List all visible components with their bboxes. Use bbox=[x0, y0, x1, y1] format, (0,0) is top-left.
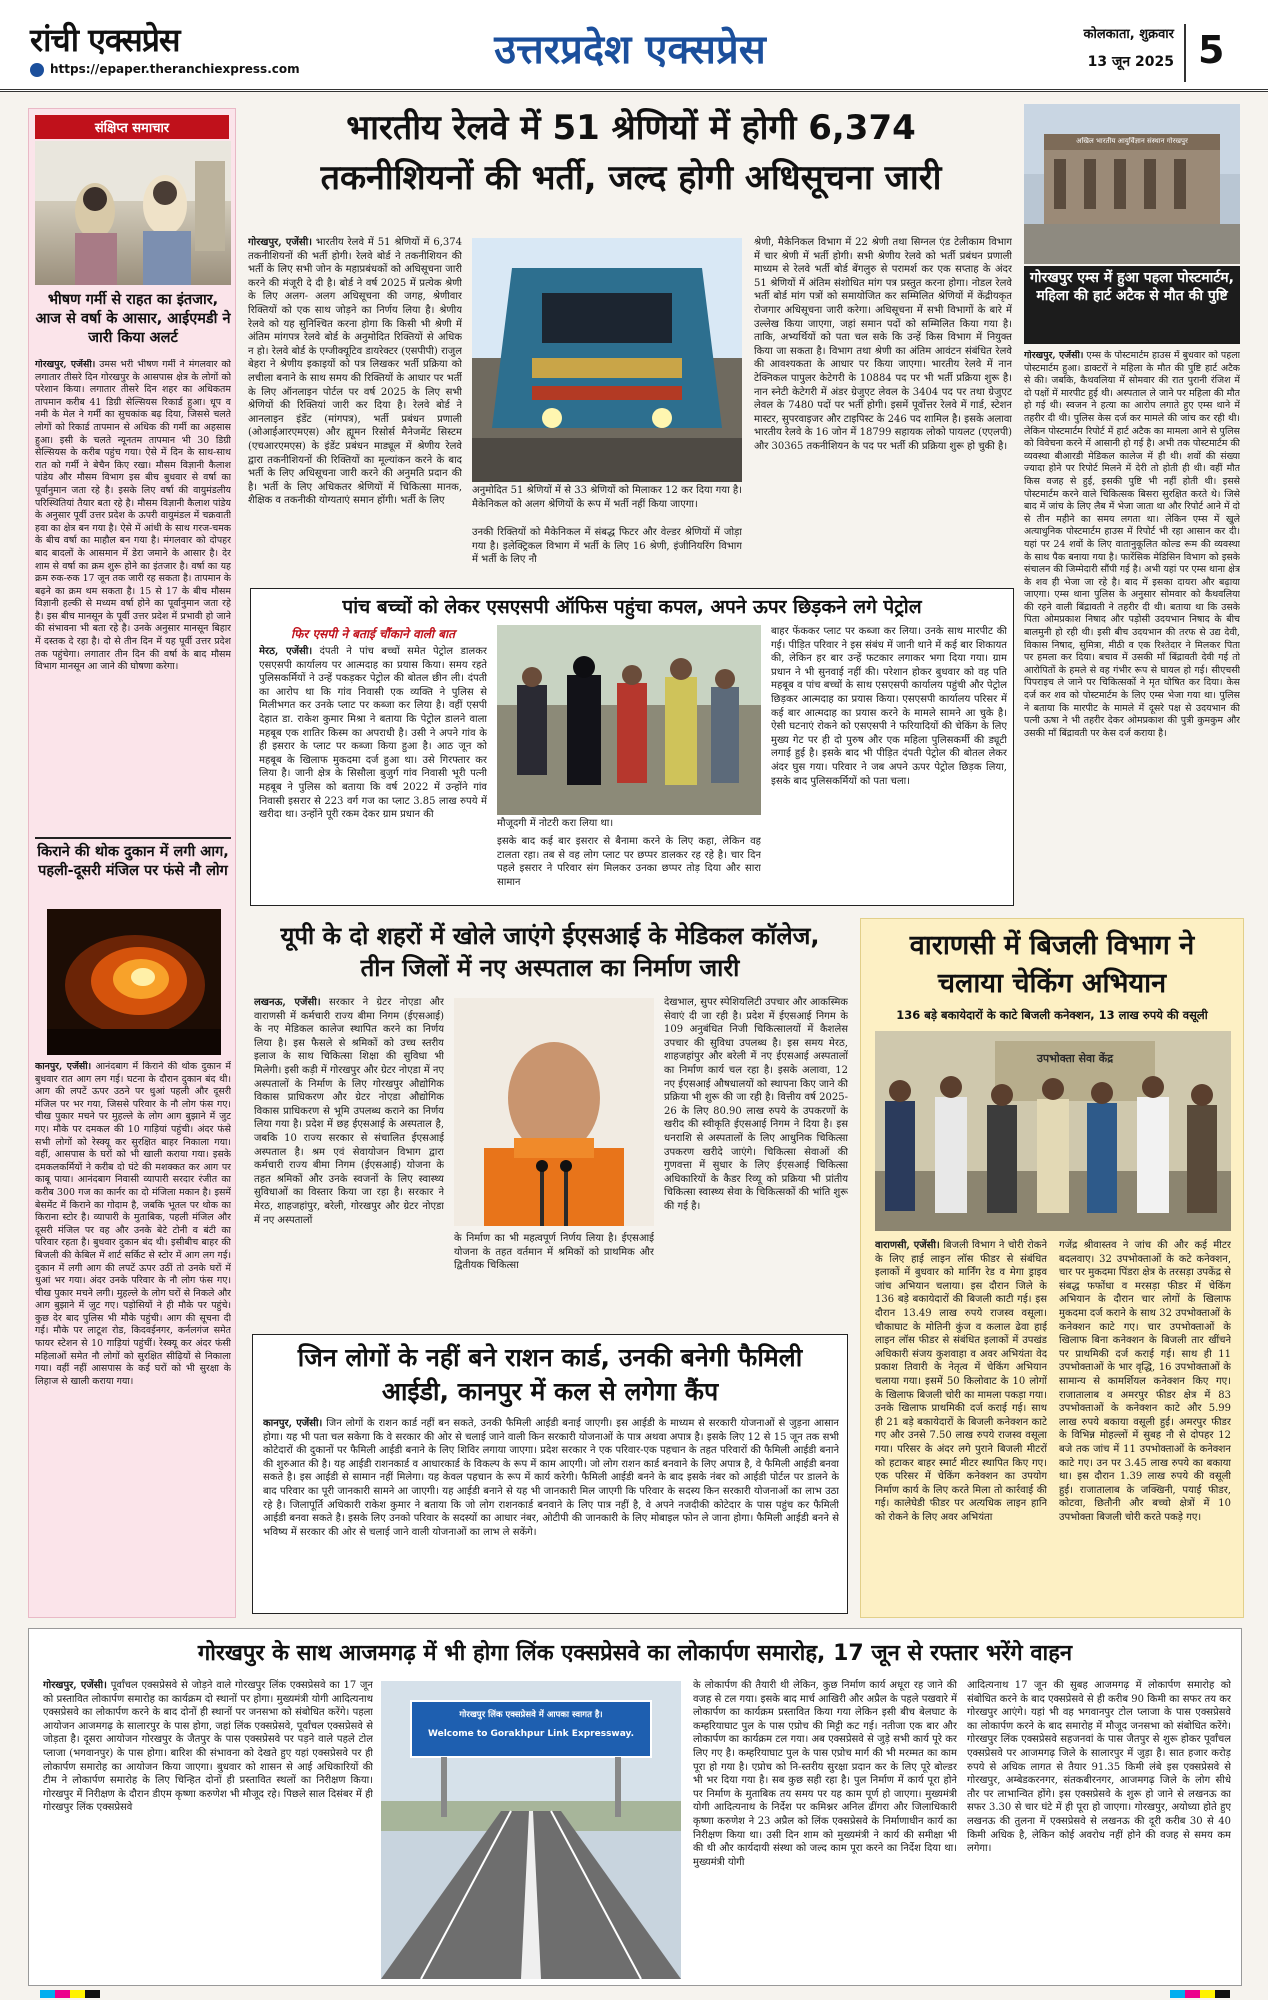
lead-col2-lower: उनकी रिक्तियों को मैकेनिकल में संबद्ध फिटर और वेल्डर श्रेणियों में जोड़ा गया है। इलेक्ट्रिकल विभाग में भर्ती के लिए 16 श्रेणी, इंजीनियरिंग विभाग में भर्ती के लिए नौ bbox=[472, 527, 742, 566]
train-photo bbox=[472, 238, 742, 482]
expressway-photo bbox=[381, 1681, 681, 1979]
epaper-url[interactable]: https://epaper.theranchiexpress.com bbox=[50, 62, 300, 76]
expressway-headline: गोरखपुर के साथ आजमगढ़ में भी होगा लिंक एक्सप्रेसवे का लोकार्पण समारोह, 17 जून से रफ्तार भरेंगे वाहन bbox=[197, 1641, 1073, 1666]
expressway-col3: आदित्यनाथ 17 जून की सुबह आजमगढ़ में लोकार्पण समारोह को संबोधित करने के बाद एक्सप्रेसवे से ही करीब 90 किमी का सफर तय कर गोरखपुर आएंगे। यहां भी वह भगवानपुर टोल प्लाजा के पास एक्सप्रेसवे का लोकार्पण करने के बाद समारोह में मौजूद जनसभा को संबोधित करेंगे। गोरखपुर लिंक एक्सप्रेसवे सहजनवां के पास जैतपुर से शुरू होकर पूर्वांचल एक्सप्रेसवे पर आजमगढ़ जिले के सालारपुर में जुड़ा है। सात हजार करोड़ रुपये से अधिक लागत से तैयार 91.35 किमी लंबे इस एक्सप्रेसवे से गोरखपुर, अम्बेडकरनगर, संतकबीरनगर, आजमगढ़ जिले के लोग सीधे तौर पर लाभान्वित होंगे। इस एक्सप्रेसवे के शुरू हो जाने से लखनऊ का सफर 3.30 से चार घंटे में ही पूरा हो जाएगा। गोरखपुर, अयोध्या होते हुए लखनऊ की तुलना में एक्सप्रेसवे से लखनऊ की दूरी करीब 30 से 40 किमी अधिक है, लेकिन कोई अवरोध नहीं होने की वजह से समय कम लगेगा। bbox=[967, 1680, 1231, 1855]
esic-byline: लखनऊ, एजेंसी। bbox=[254, 997, 321, 1008]
cm-photo bbox=[454, 998, 654, 1226]
aiims-story bbox=[1024, 104, 1240, 912]
aiims-sign: अखिल भारतीय आयुर्विज्ञान संस्थान गोरखपुर bbox=[1076, 137, 1188, 145]
expressway-story bbox=[28, 1628, 1242, 1986]
varanasi-col2: गजेंद्र श्रीवास्तव ने जांच की और कई मीटर बदलवाए। 32 उपभोक्ताओं के कटे कनेक्शन, चार पर मुकदमा पिंडरा क्षेत्र के तरसड़ा उपकेंद्र से संबद्ध फफोंधा व मरसड़ा फीडर में चेकिंग अभियान के दौरान चार लोगों के खिलाफ मुकदमा दर्ज कराने के साथ 32 उपभोक्ताओं के कनेक्शन काटे गए। चार उपभोक्ताओं के खिलाफ बिना कनेक्शन के बिजली तार खींचने पर प्राथमिकी दर्ज कराई गई। साथ ही 11 उपभोक्ताओं के भार वृद्धि, 16 उपभोक्ताओं के सामान्य से कामर्शियल कनेक्शन किए गए। राजातालाब व अमरपुर फीडर क्षेत्र में 83 उपभोक्ताओं के कनेक्शन काटे और 5.99 लाख रुपये बकाया वसूली हुई। अमरपुर फीडर के विभिन्न मोहल्लों में सुबह नौ से दोपहर 12 बजे तक जांच में 11 उपभोक्ताओं के कनेक्शन काटे गए। उन पर 3.45 लाख रुपये का बकाया था। इस दौरान 1.39 लाख रुपये की वसूली हुई। राजातालाब के जक्खिनी, पयाई फीडर, कोटवा, छितौनी और बच्चो क्षेत्रों में 10 उपभोक्ता बिजली चोरी करते पकड़े गए। bbox=[1059, 1240, 1231, 1523]
esic-col1 bbox=[254, 996, 444, 1322]
petrol-col1 bbox=[259, 645, 487, 901]
aiims-body bbox=[1024, 350, 1240, 910]
esic-col2-lower: के निर्माण का भी महत्वपूर्ण निर्णय लिया है। ईएसआई योजना के तहत वर्तमान में श्रमिकों को प्राथमिक और द्वितीयक चिकित्सा bbox=[454, 1233, 654, 1272]
sidebar-story2-body bbox=[35, 1061, 231, 1611]
train-caption: अनुमोदित 51 श्रेणियों में से 33 श्रेणियों को मिलाकर 12 कर दिया गया है। मैकेनिकल को अलग श्रेणियों के रूप में भर्ती नहीं किया जाएगा। bbox=[472, 485, 742, 510]
sidebar-story2-byline: कानपुर, एजेंसी। bbox=[35, 1061, 92, 1072]
petrol-headline: पांच बच्चों को लेकर एसएसपी ऑफिस पहुंचा कपल, अपने ऊपर छिड़कने लगे पेट्रोल bbox=[342, 596, 922, 618]
varanasi-headline: वाराणसी में बिजली विभाग ने चलाया चेकिंग अभियान bbox=[909, 930, 1195, 999]
lead-headline-2: तकनीशियनों की भर्ती, जल्द होगी अधिसूचना जारी bbox=[320, 158, 942, 198]
aiims-headline-box bbox=[1024, 266, 1240, 344]
expressway-byline: गोरखपुर, एजेंसी। bbox=[43, 1680, 107, 1691]
esic-headline: यूपी के दो शहरों में खोले जाएंगे ईएसआई के मेडिकल कॉलेज, तीन जिलों में नए अस्पताल का निर्माण जारी bbox=[280, 922, 820, 982]
dateline-box bbox=[1058, 24, 1186, 82]
lead-story bbox=[248, 100, 1014, 580]
varanasi-subhead: 136 बड़े बकायेदारों के काटे बिजली कनेक्शन, 13 लाख रुपये की वसूली bbox=[896, 1008, 1208, 1022]
aiims-photo bbox=[1024, 104, 1240, 264]
petrol-photo bbox=[497, 625, 761, 815]
web-icon bbox=[30, 63, 44, 77]
aiims-headline: गोरखपुर एम्स में हुआ पहला पोस्टमार्टम, महिला की हार्ट अटैक से मौत की पुष्टि bbox=[1030, 270, 1234, 304]
lead-byline: गोरखपुर, एजेंसी। bbox=[248, 237, 313, 248]
varanasi-story bbox=[860, 918, 1244, 1618]
sidebar-story2-headline: किराने की थोक दुकान में लगी आग, पहली-दूसरी मंजिल पर फंसे नौ लोग bbox=[37, 844, 229, 879]
color-bar-right bbox=[1170, 1990, 1230, 1998]
expressway-sign-line2: Welcome to Gorakhpur Link Expressway. bbox=[427, 1729, 634, 1739]
expressway-col2: के लोकार्पण की तैयारी थी लेकिन, कुछ निर्माण कार्य अधूरा रह जाने की वजह से टल गया। इसके बाद मार्च आखिरी और अप्रैल के पहले पखवारे में लोकार्पण का कार्यक्रम प्रस्तावित किया गया लेकिन इसी बीच बेलघाट के कम्हरियाघाट पुल के पास एप्रोच की मिट्टी कट गई। नतीजा एक बार और लोकार्पण का कार्यक्रम टल गया। अब एक्सप्रेसवे से जुड़े सभी कार्य पूरे कर लिए गए है। कम्हरियाघाट पुल के पास एप्रोच मार्ग की भी मरम्मत का काम पूरा हो गया है। एप्रोच को नि-स्तरीय सुरक्षा प्रदान कर के लिए पूरे बोल्डर भी भर दिया गया है। सब कुछ सही रहा है। पुल निर्माण में कार्य पूरा होने पर निर्माण के मुताबिक तय समय पर यह काम पूर्ण हो जाएगा। मुख्यमंत्री योगी आदित्यनाथ के निर्देश पर कमिश्नर अनिल ढींगरा और जिलाधिकारी कृष्णा करुणेश ने 23 अप्रैल को लिंक एक्सप्रेसवे के निर्माणाधीन कार्य का निरीक्षण किया था। उसी दिन शाम को मुख्यमंत्री ने कार्य की समीक्षा भी की थी और कार्यदायी संस्था को जल्द काम पूरा करने का निर्देश दिया था। मुख्यमंत्री योगी bbox=[693, 1680, 957, 1868]
petrol-byline: मेरठ, एजेंसी। bbox=[259, 646, 313, 657]
lead-col3: श्रेणी, मैकेनिकल विभाग में 22 श्रेणी तथा सिग्नल एंड टेलीकाम विभाग में चार श्रेणी में भर्ती होगी। सभी श्रेणीय रेलवे को भर्ती प्रबंधन प्रणाली माध्यम से रेलवे भर्ती बोर्ड बेंगलुरु से परामर्श कर एक सप्ताह के अंदर 51 श्रेणियों में अंतिम संशोधित मांग पत्र प्रस्तुत करना होगा। नोडल रेलवे भर्ती बोर्ड मांग पत्रों को समायोजित कर सम्मिलित श्रेणियों में केंद्रीयकृत रोजगार अधिसूचना जारी करेगा। अधिसूचना में सभी विभागों के बारे में उल्लेख किया जाएगा, जहां समान पदों को सम्मिलित किया गया है। ताकि, अभ्यर्थियों को पता चल सके कि उन्हें किस विभाग में नियुक्त किया जा सकता है। विभाग तथा श्रेणी का अंतिम आवंटन संबंधित रेलवे की आवश्यकता के आधार पर किया जाएगा। भारतीय रेलवे में नान टेक्निकल पापुलर केटेगरी के 10884 पद पर भी भर्ती प्रक्रिया शुरू है। नान स्नेटी केटेगरी में अंडर ग्रेजुएट लेवल के 3404 पद पर तथा ग्रेजुएट लेवल के 7480 पदों पर भर्ती होगी। इसमें पूर्वोत्तर रेलवे में गार्ड, स्टेशन मास्टर, सुपरवाइजर और टाइपिस्ट के 246 पद शामिल है। इसके अलावा भारतीय रेलवे के 16 जोन में 18799 सहायक लोको पायलट (एएलपी) और 30365 तकनीशियन के पद पर भर्ती की प्रक्रिया शुरू हो चुकी है। bbox=[754, 237, 1012, 452]
petrol-caption: मौजूदगी में नोटरी करा लिया था। bbox=[497, 818, 614, 829]
varanasi-photo-sign: उपभोक्ता सेवा केंद्र bbox=[1036, 1052, 1114, 1065]
ration-byline: कानपुर, एजेंसी। bbox=[263, 1418, 323, 1429]
ration-story bbox=[252, 1334, 848, 1614]
aiims-byline: गोरखपुर, एजेंसी। bbox=[1024, 350, 1084, 361]
ration-body bbox=[263, 1417, 839, 1607]
sidebar-tag: संक्षिप्त समाचार bbox=[35, 115, 229, 139]
petrol-story bbox=[250, 588, 1014, 906]
ration-text: जिन लोगों के राशन कार्ड नहीं बन सकते, उनकी फैमिली आईडी बनाई जाएगी। इस आईडी के माध्यम से सरकारी योजनाओं से जुड़ना आसान होगा। यह भी पता चल सकेगा कि वे सरकार की ओर से चलाई जाने वाली किन सरकारी योजनाओं के पात्र अथवा अपात्र है। इसके लिए 12 से 15 जून तक सभी कोटेदारों की दुकानों पर फैमिली आईडी बनाने के लिए शिविर लगाया जाएगा। प्रदेश सरकार ने एक परिवार-एक पहचान के तहत परिवारों की फैमिली आईडी बनाने की शुरुआत की है। यह आईडी राशनकार्ड व आधारकार्ड के विकल्प के रूप में काम आएगी। जो लोग राशन कार्ड बनवाने के लिए अपात्र है, वे फैमिली आईडी बनवा सकते है। इस आईडी से सामान नहीं मिलेगा। यह केवल पहचान के रूप में कार्य करेगी। फैमिली आईडी बनने के बाद इसके नंबर को आईडी पोर्टल पर डालने के बाद परिवार का पूरी जानकारी सामने आ जाएगी। यह आईडी बनाने से यह भी जानकारी मिल जाएगी कि परिवार के सदस्य किन सरकारी योजनाओं का लाभ उठा रहे है। जिलापूर्ति अधिकारी राकेश कुमार ने बताया कि जो लोग राशनकार्ड बनवाने के लिए पात्र नहीं है, वे अपने नजदीकी कोटेदार के पास पहुंच कर फैमिली आईडी बनवा सकते है। इसके लिए उनको परिवार के सदस्यों का आधार नंबर, ओटीपी की जानकारी के लिए मोबाइल फोन ले जाना होगा। फैमिली आईडी बनने से भविष्य में सरकार की ओर से चलाई जाने वाली योजनाओं का लाभ ले सकेंगे। bbox=[263, 1418, 839, 1538]
sidebar-story1-headline: भीषण गर्मी से राहत का इंतजार, आज से वर्षा के आसार, आईएमडी ने जारी किया अलर्ट bbox=[35, 292, 231, 346]
sidebar-story1-text: उमस भरी भीषण गर्मी ने मंगलवार को लगातार तीसरे दिन गोरखपुर के आसपास क्षेत्र के लोगों को परेशान किया। लगातार तीसरे दिन शहर का अधिकतम तापमान करीब 41 डिग्री सेल्सियस रिकार्ड हुआ। धूप व नमी के मेल ने गर्मी का सुचकांक बढ़ दिया, जिससे चलते लोगों को रिकार्ड तापमान से अधिक की गर्मी का अहसास हुआ। इसी के चलते न्यूनतम तापमान भी 30 डिग्री सेल्सियस के करीब पहुंच गया। ऐसे में दिन के साथ-साथ रात को गर्मी ने बेचैन किए रखा। मौसम विज्ञानी कैलाश पांडेय और मौसम विभाग इस बीच बुधवार से वर्षा का पूर्वानुमान जता रहे है। इसके लिए वर्षा की वायुमंडलीय परिस्थितियां तैयार बता रहे है। मौसम विज्ञानी कैलाश पांडेय के अनुसार पूर्वी उत्तर प्रदेश के ऊपरी वायुमंडल में चक्रवाती हवा का क्षेत्र बन गया है। ऐसे में आंधी के साथ गरज-चमक के बीच वर्षा का माहौल बन गया है। मंगलवार को दोपहर बाद बादलों के आसमान में डेरा जमाने के आसार है। देर शाम से वर्षा का क्रम शुरू होने का इंतजार है। वर्षा का यह क्रम रुक-रुक 17 जून तक जारी रह सकता है। तापमान के बढ़ने का क्रम थम सकता है। 15 से 17 के बीच मौसम विज्ञानी हल्की से मध्यम वर्षा होने का पूर्वानुमान जता रहे है। इस बीच मानसून के पूर्वी उत्तर प्रदेश में प्रभावी हो जाने की संभावना भी बता रहे है। उनके अनुसार मानसून बिहार में दस्तक दे रहा है। दो से तीन दिन में यह पूर्वी उत्तर प्रदेश तक पहुंचेगा। लगातार तीन दिन की वर्षा के बाद मौसम विभाग मानसून आ जाने की घोषणा करेगा। bbox=[35, 359, 231, 673]
varanasi-col1 bbox=[875, 1239, 1047, 1613]
expressway-col1 bbox=[43, 1679, 373, 1979]
paper-name: रांची एक्सप्रेस bbox=[30, 21, 180, 59]
petrol-col2-lower: इसके बाद कई बार इसरार से बैनामा करने के लिए कहा, लेकिन वह टालता रहा। तब से वह लोग प्लाट पर छप्पर डालकर रह रहे है। चार दिन पहले इसरार ने परिवार संग मिलकर उनका छप्पर तोड़ दिया और सारा सामान bbox=[497, 836, 761, 888]
aiims-text: एम्स के पोस्टमार्टम हाउस में बुधवार को पहला पोस्टमार्टम हुआ। डाक्टरों ने महिला के मौत की पुष्टि हार्ट अटैक से की। जबकि, कैथवलिया में सोमवार की रात पुरानी रंजिश में दो पक्षों में मारपीट हुई थी। अस्पताल ले जाने पर महिला की मौत हो गई थी। स्वजन ने हत्या का आरोप लगाते हुए एम्स थाने में तहरीर दी थी। पुलिस केस दर्ज कर मामले की जांच कर रही थी। लेकिन पोस्टमार्टम रिपोर्ट में हार्ट अटैक का मामला आने से पुलिस को विवेचना करने में आसानी हो गई है। अभी तक पोस्टमार्टम की व्यवस्था बीआरडी मेडिकल कालेज में ही थी। शवों की संख्या ज्यादा होने पर रिपोर्ट मिलने में देरी तो होती ही थी। वहीं मौत किस वजह से हुई, इसकी पुष्टि भी नहीं होती थी। इससे पोस्टमार्टम करने वाले चिकित्सक बिसरा सुरक्षित करते थे। जिसे बाद में जांच के लिए लैब में भेजा जाता था और रिपोर्ट आने में दो से तीन महीने का समय लगता था। लेकिन एम्स में खुले अत्याधुनिक पोस्टमार्टम हाउस में रिपोर्ट भी रहा आसान कर दी। यहां पर 24 शवों के लिए वातानुकूलित कोल्ड रूम की व्यवस्था के साथ पैक बनाया गया है। फारेंसिक मेडिसिन विभाग को इसके संचालन की जिम्मेदारी सौंपी गई है। अभी यहां पर एम्स थाना क्षेत्र के शव ही भेजा जा रहे है। बाद में इसका दायरा और बढ़ाया जाएगा। एम्स थाना पुलिस के अनुसार सोमवार को कैथवलिया की रहने वाली बिंद्रावती ने तहरीर दी थी। बताया था कि उसके पिता ओमप्रकाश निषाद और पड़ोसी उदयभान निषाद के बीच बालमुनी हो रही थी। इसी बीच उदयभान की तरफ से उद्य देवी, विकास निषाद, सुमित्रा, मीठी व एक रिश्तेदार ने मिलकर पिता पर हमला कर दिया। बचाव में उसकी माँ बिंद्रावती देवी गई तो आरोपितों के हमले से वह गंभीर रूप से घायल हो गई। सीएचसी पिपराइच ले जाने पर चिकित्सकों ने मृत घोषित कर दिया। केस दर्ज कर शव को पोस्टमार्टम के लिए एम्स भेजा गया था। पुलिस ने बताया कि मारपीट के मामले में दूसरे पक्ष से उदयभान की पत्नी ऊषा ने भी तहरीर देकर ओमप्रकाश की पुत्री कुमकुम और उसकी माँ बिंद्रावती पर केस दर्ज कराया है। bbox=[1024, 350, 1240, 739]
varanasi-col1-text: बिजली विभाग ने चोरी रोकने के लिए हाई लाइन लॉस फीडर से संबंधित इलाकों में बुधवार को मार्निंग रेड व मेगा ड्राइव जांच अभियान चलाया। इस दौरान जिले के 136 बड़े बकायेदारों की बिजली काटी गई। इस दौरान 13.49 लाख रुपये राजस्व वसूला। चौकाघाट के मोतिनी कुंज व कलाल ढेवा हाई लाइन लॉस फीडर से संबंधित इलाकों में उपखंड अधिकारी संजय कुशवाहा व अवर अभियंता वेद प्रकाश तिवारी के नेतृत्व में चेकिंग अभियान चलाया गया। इसमें 50 किलोवाट के 10 लोगों के खिलाफ बिजली चोरी का मामला पकड़ा गया। उनके खिलाफ प्राथमिकी दर्ज कराई गई। साथ ही 21 बड़े बकायेदारों के बिजली कनेक्शन काटे गए और उनसे 7.50 लाख रुपये राजस्व वसूला गया। परिसर के अंदर लगे पुराने बिजली मीटरों को हटाकर बाहर स्मार्ट मीटर स्थापित किए गए। एक परिसर में चेकिंग कनेक्शन का उपयोग निर्माण कार्य के लिए करते मिला तो कार्रवाई की गई। कालेघेडी फीडर पर अत्यधिक लाइन हानि को रोकने के लिए अवर अभियंता bbox=[875, 1240, 1047, 1523]
petrol-col1-text: दंपती ने पांच बच्चों समेत पेट्रोल डालकर एसएसपी कार्यालय पर आत्मदाह का प्रयास किया। समय रहते पुलिसकर्मियों ने उन्हें पकड़कर पेट्रोल की बोतल छीन ली। दंपती का आरोप था कि गांव निवासी एक व्यक्ति ने पुलिस से मिलीभगत कर उनके प्लाट पर कब्जा कर लिया है। वहीं एसपी देहात डा. राकेश कुमार मिश्रा ने बताया कि पेट्रोल डालने वाला महबूब एक शातिर किस्म का अपराधी है। उसी ने अपने गांव के ही इसरार के प्लाट पर कब्जा किया हुआ है। आठ जून को महबूब के खिलाफ मुकदमा दर्ज हुआ था। उसे गिरफ्तार कर लिया है। जानी क्षेत्र के सिसौला बुजुर्ग गांव निवासी भूरी पत्नी महबूब ने पुलिस को बताया कि वर्ष 2022 में उन्होंने गांव निवासी इसरार से 223 वर्ग गज का प्लाट 3.85 लाख रुपये में खरीदा था। उन्होंने पूरी रकम देकर ग्राम प्रधान की bbox=[259, 646, 487, 821]
varanasi-byline: वाराणसी, एजेंसी। bbox=[875, 1240, 940, 1251]
sidebar-story2-text: आनंदबाग में किराने की थोक दुकान में बुधवार रात आग लग गई। घटना के दौरान दुकान बंद थी। आग की लपटें ऊपर उठने पर धुआं पहली और दूसरी मंजिल पर भर गया, जिससे परिवार के नौ लोग फंस गए। चीख पुकार मचने पर मुहल्ले के लोग आग बुझाने में जुट गए। मौके पर दमकल की 10 गाड़ियां पहुंची। अंदर फंसे सभी लोगों को रेस्क्यू कर सुरक्षित बाहर निकाला गया। वहीं, आसपास के घरों को भी खाली कराया गया। इसके दमकलकर्मियों ने करीब दो घंटे की मशक्कत कर आग पर काबू पाया। आनंदबाग निवासी व्यापारी सरदार रंजीत का करीब 300 गज का कार्नर का दो मंजिला मकान है। इसमें बेसमेंट में किराने का गोदाम है, जबकि भूतल पर थोक का किराना स्टोर है। व्यापारी के मुताबिक, पहली मंजिल और दूसरी मंजिल पर वह और उनके बेटे टोनी व बंटी का परिवार रहता है। बुधवार दुकान बंद थी। इसीबीच बाहर की बिजली की केबिल में शार्ट सर्किट से स्टोर में आग लग गई। दुकान में लगी आग की लपटें ऊपर उठीं तो उनके घरों में धुआं भर गया। अंदर उनके परिवार के नौ लोग फंस गए। चीख पुकार मचने लगी। मुहल्ले के लोग घरों से निकले और आग बुझाने में जुट गए। पड़ोसियों ने ही मौके पर पहुंचे। कुछ देर बाद पुलिस भी मौके पहुंची। आग की सूचना दी गई। मौके पर लाटूश रोड, किदवईनगर, कर्नलगंज समेत फायर स्टेशन से 10 गाड़ियां पहुंचीं। रेस्क्यू कर अंदर फंसी महिलाओं समेत नौ लोगों को सुरक्षित सीढ़ियों से निकाला गया। वहीं नहीं आसपास के कई घरों को भी सुरक्षा के लिहाज से खाली कराया गया। bbox=[35, 1061, 231, 1387]
page-number: 5 bbox=[1198, 28, 1225, 72]
issue-date: 13 जून 2025 bbox=[1087, 54, 1174, 70]
lead-col1 bbox=[248, 236, 462, 576]
section-title: उत्तरप्रदेश एक्सप्रेस bbox=[494, 26, 766, 73]
sidebar-divider bbox=[35, 837, 231, 839]
masthead bbox=[0, 0, 1268, 92]
ration-headline: जिन लोगों के नहीं बने राशन कार्ड, उनकी बनेगी फैमिली आईडी, कानपुर में कल से लगेगा कैंप bbox=[297, 1343, 803, 1406]
varanasi-photo bbox=[875, 1031, 1231, 1231]
lead-col1-text: भारतीय रेलवे में 51 श्रेणियों में 6,374 तकनीशियनों की भर्ती होगी। रेलवे बोर्ड ने तकनीशियन की भर्ती के लिए सभी जोन के महाप्रबंधकों को अधिसूचना जारी करने की मंजूरी दे दी है। बोर्ड ने वर्ष 2025 में प्रत्येक श्रेणी के लिए अलग- अलग अधिसूचना की जगह, श्रेणीवार रिक्तियों को एक साथ जोड़ने का निर्णय लिया है। श्रेणीय रेलवे को यह सुनिश्चित करना होगा कि किसी भी श्रेणी में अंतिम मांगपत्र रेलवे बोर्ड के अनुमोदित रिक्तियों से अधिक न हो। रेलवे बोर्ड के एग्जीक्यूटिव डायरेक्टर (एसपीपी) राजुल बेहरा ने श्रेणीय इकाइयों को पत्र लिखकर भर्ती प्रक्रिया को लचीला बनाने के साथ समय की रिक्तियों के आधार पर भर्ती के लिए ऑनलाइन पोर्टल पर वर्ष 2025 के लिए सभी श्रेणियों की रिक्तियां जारी कर दिया है। रेलवे बोर्ड ने आनलाइन इंडेंट (मांगपत्र), भर्ती प्रबंधन प्रणाली (ओआईआरएमएस) और ह्यूमन रिसोर्स मैनेजमेंट सिस्टम (एचआरएमएस) के इंडेंट प्रबंधन माड्यूल में श्रेणीय रेलवे द्वारा तकनीशियनों की रिक्तियों का मूल्यांकन करने के बाद भर्ती के लिए अधिसूचना जारी करने की अनुमति प्रदान की है। भर्ती के लिए अधिकतर श्रेणियों में चिकित्सा मानक, शैक्षिक व तकनीकी योग्यताएं समान होंगी। भर्ती के लिए bbox=[248, 237, 462, 507]
petrol-col3: बाहर फेंककर प्लाट पर कब्जा कर लिया। उनके साथ मारपीट की गई। पीड़ित परिवार ने इस संबंध में जानी थाने में कई बार शिकायत की, लेकिन हर बार उन्हें फटकार लगाकर भगा दिया गया। ग्राम प्रधान ने भी सुनवाई नहीं की। परेशान होकर बुधवार को वह पति महबूब व पांच बच्चों के साथ एसएसपी कार्यालय पहुंची और पेट्रोल छिड़कर आत्मदाह का प्रयास किया। एसएसपी कार्यालय परिसर में कई बार आत्मदाह का प्रयास करने के मामले सामने आ चुके है। ऐसी घटनाएं रोकने को एसएसपी ने फरियादियों की चेकिंग के लिए मुख्य गेट पर ही दो पुरुष और एक महिला पुलिसकर्मी की ड्यूटी लगाई हुई है। इसके बाद भी पीड़ित दंपती पेट्रोल की बोतल लेकर अंदर घुस गया। परिवार ने जब अपने ऊपर पेट्रोल छिड़क लिया, इसके बाद पुलिसकर्मियों को पता चला। bbox=[771, 626, 1007, 787]
esic-col3: देखभाल, सुपर स्पेशियलिटी उपचार और आकस्मिक सेवाएं दी जा रही है। प्रदेश में ईएसआई निगम के 109 अनुबंधित निजी चिकित्सालयों में कैशलेस उपचार की सुविधा उपलब्ध है। इस समय मेरठ, शाहजहांपुर और बरेली में नए ईएसआई अस्पतालों का निर्माण कार्य चल रहा है। इसके अलावा, 12 नए ईएसआई औषधालयों को स्थापना किए जाने की प्रक्रिया भी शुरू की जा रही है। वित्तीय वर्ष 2025-26 के लिए 80.90 लाख रुपये के उपकरणों के खरीद की स्वीकृति ईएसआई निगम ने दिया है। इस धनराशि से अस्पतालों के लिए आधुनिक चिकित्सा उपकरण खरीदे जाएंगे। चिकित्सा सेवाओं की गुणवत्ता में सुधार के लिए ईएसआई चिकित्सा अधिकारियों के कैडर रिव्यू को प्रक्रिया भी प्रांतीय चिकित्सा स्वास्थ्य सेवा के चिकित्सकों की भांति शुरू की गई है। bbox=[664, 997, 848, 1212]
lead-headline-1: भारतीय रेलवे में 51 श्रेणियों में होगी 6,374 bbox=[346, 108, 916, 148]
sidebar-left bbox=[28, 108, 236, 1618]
sidebar-story1-body bbox=[35, 359, 231, 831]
expressway-sign-line1: गोरखपुर लिंक एक्सप्रेसवे में आपका स्वागत है। bbox=[459, 1710, 603, 1720]
sidebar-story1-byline: गोरखपुर, एजेंसी। bbox=[35, 359, 96, 370]
heat-photo bbox=[35, 141, 231, 285]
esic-col1-text: सरकार ने ग्रेटर नोएडा और वाराणसी में कर्मचारी राज्य बीमा निगम (ईएसआई) के नए मेडिकल कालेज स्थापित करने का निर्णय लिया है। इस फैसले से श्रमिकों को उच्च स्तरीय इलाज के साथ चिकित्सा शिक्षा की सुविधा भी मिलेगी। इसी कड़ी में गोरखपुर और ग्रेटर नोएडा में नए अस्पतालों के निर्माण के लिए गोरखपुर औद्योगिक विकास प्राधिकरण और ग्रेटर नोएडा औद्योगिक विकास प्राधिकरण से भूमि उपलब्ध कराने का निर्णय लिया गया है। प्रदेश में छह ईएसआई के अस्पताल है, जबकि 10 राज्य सरकार से संचालित ईएसआई अस्पताल है। श्रम एवं सेवायोजन विभाग द्वारा कर्मचारी राज्य बीमा निगम (ईएसआई) योजना के तहत श्रमिकों और उनके स्वजनों के लिए स्वास्थ्य सुविधाओं का विस्तार किया जा रहा है। सरकार ने मेरठ, शाहजहांपुर, बरेली, गोरखपुर और ग्रेटर नोएडा में नए अस्पतालों bbox=[254, 997, 444, 1226]
esic-story bbox=[250, 918, 850, 1326]
color-bar-left bbox=[40, 1990, 100, 1998]
petrol-kicker: फिर एसपी ने बताई चौंकाने वाली बात bbox=[291, 627, 455, 641]
city-day: कोलकाता, शुक्रवार bbox=[1083, 27, 1174, 42]
fire-photo bbox=[47, 909, 221, 1055]
expressway-col1-text: पूर्वांचल एक्सप्रेसवे से जोड़ने वाले गोरखपुर लिंक एक्सप्रेसवे का 17 जून को प्रस्तावित लोकार्पण समारोह का कार्यक्रम दो स्थानों पर होगा। मुख्यमंत्री योगी आदित्यनाथ एक्सप्रेसवे का लोकार्पण करने के बाद दोनों ही स्थानों पर जनसभा को संबोधित करेंगे। पहला आयोजन आजमगढ़ के सालारपुर के पास होगा, जहां लिंक एक्सप्रेसवे, पूर्वांचल एक्सप्रेसवे से जोड़ता है। दूसरा आयोजन गोरखपुर के जैतपुर के पास एक्सप्रेसवे पर पड़ने वाले पहले टोल प्लाजा (भगवानपुर) के पास होगा। बारिश की संभावना को देखते हुए यहां एक्सप्रेसवे पर ही लोकार्पण समारोह का आयोजन किया जाएगा। बुधवार को शासन से आई अधिकारियों की टीम ने लोकार्पण समारोह के लिए चिन्हित दोनों ही प्रस्तावित स्थलों का निरीक्षण किया। गोरखपुर में निरीक्षण के दौरान डीएम कृष्णा करुणेश भी मौजूद रहे। पिछले साल दिसंबर में ही गोरखपुर लिंक एक्सप्रेसवे bbox=[43, 1680, 373, 1814]
